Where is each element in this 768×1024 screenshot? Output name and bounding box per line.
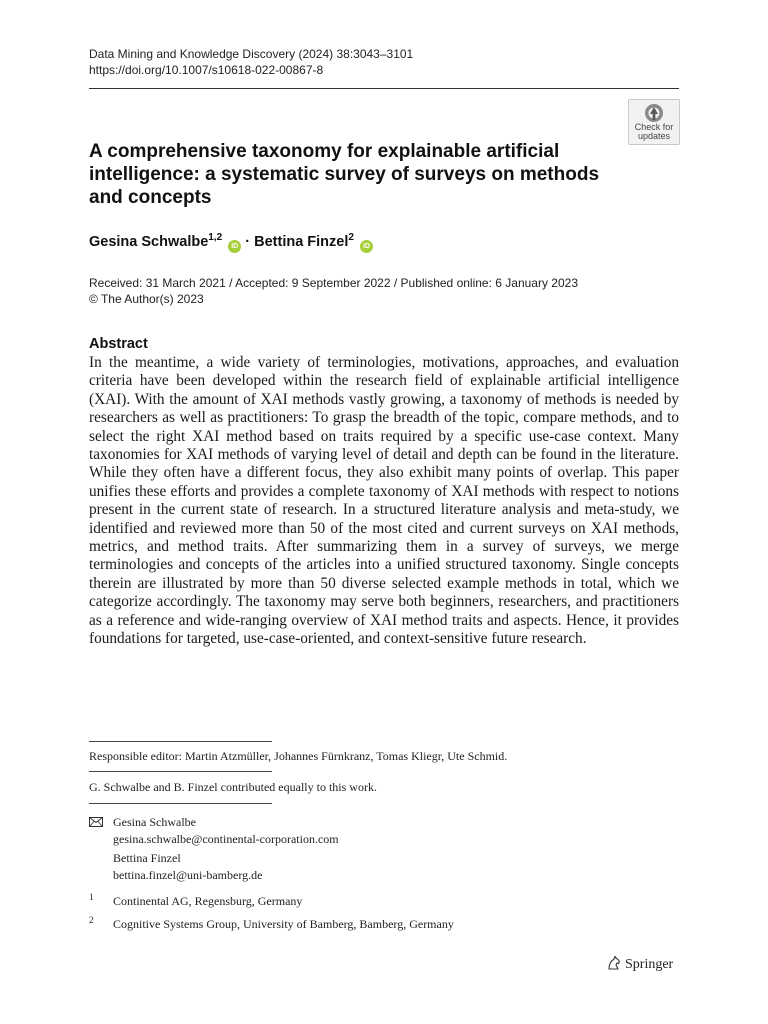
publisher-logo bbox=[606, 955, 673, 975]
springer-horse-icon bbox=[606, 955, 622, 971]
orcid-icon[interactable]: iD bbox=[360, 240, 373, 253]
journal-citation: Data Mining and Knowledge Discovery (2024) 38:3043–3101 bbox=[89, 47, 414, 61]
contact-entry bbox=[113, 850, 262, 884]
header-rule bbox=[89, 88, 679, 89]
publication-history: Received: 31 March 2021 / Accepted: 9 September 2022 / Published online: 6 January 2023 bbox=[89, 276, 578, 290]
equal-contribution-note: G. Schwalbe and B. Finzel contributed equally to this work. bbox=[89, 780, 377, 794]
author-separator: · bbox=[245, 234, 251, 250]
contact-name: Bettina Finzel bbox=[113, 851, 181, 865]
author-name[interactable]: Bettina Finzel bbox=[254, 234, 349, 250]
contact-name: Gesina Schwalbe bbox=[113, 815, 196, 829]
orcid-icon[interactable]: iD bbox=[228, 240, 241, 253]
copyright-notice: © The Author(s) 2023 bbox=[89, 292, 204, 306]
contact-email[interactable]: bettina.finzel@uni-bamberg.de bbox=[113, 868, 263, 882]
author-affiliation-marker: 2 bbox=[348, 232, 354, 243]
footnote-rule bbox=[89, 771, 272, 772]
crossmark-icon bbox=[644, 103, 664, 123]
footnote-rule bbox=[89, 741, 272, 742]
affiliation-text: Continental AG, Regensburg, Germany bbox=[113, 894, 303, 908]
paper-title: A comprehensive taxonomy for explainable artificial intelligence: a systematic survey of surveys on methods and concepts bbox=[89, 141, 600, 208]
affiliation-text: Cognitive Systems Group, University of Bamberg, Bamberg, Germany bbox=[113, 917, 454, 931]
doi-link[interactable]: https://doi.org/10.1007/s10618-022-00867-8 bbox=[89, 63, 324, 77]
author-name[interactable]: Gesina Schwalbe bbox=[89, 234, 209, 250]
author-affiliation-marker: 1,2 bbox=[208, 232, 223, 243]
contact-entry bbox=[113, 814, 339, 848]
check-for-updates-button[interactable] bbox=[628, 99, 680, 145]
publication-dates bbox=[89, 275, 578, 307]
responsible-editor-note: Responsible editor: Martin Atzmüller, Johannes Fürnkranz, Tomas Kliegr, Ute Schmid. bbox=[89, 749, 508, 763]
publisher-name: Springer bbox=[625, 957, 674, 972]
envelope-icon bbox=[89, 817, 103, 827]
abstract-text: In the meantime, a wide variety of terminologies, motivations, approaches, and evaluation criteria have been developed within the research field of explainable artificial intelligence (XAI). With the amount of XAI methods vastly growing, a taxonomy of methods is needed by researchers as well as practitioners: To grasp the breadth of the topic, compare methods, and to select the right XAI method based on traits required by a specific use-case context. Many taxonomies for XAI methods of varying level of detail and depth can be found in the literature. While they often have a different focus, they also exhibit many points of overlap. This paper unifies these efforts and provides a complete taxonomy of XAI methods with respect to notions present in the current state of research. In a structured literature analysis and meta-study, we identified and reviewed more than 50 of the most cited and current surveys on XAI methods, metrics, and method traits. After summarizing them in a survey of surveys, we merge terminologies and concepts of the articles into a unified structured taxonomy. Single concepts therein are illustrated by more than 50 diverse selected example methods in total, which we categorize accordingly. The taxonomy may serve both beginners, researchers, and practitioners as a reference and wide-ranging overview of XAI method traits and aspects. Hence, it provides foundations for targeted, use-case-oriented, and context-sensitive future research. bbox=[89, 354, 679, 648]
footnote-rule bbox=[89, 803, 272, 804]
contact-email[interactable]: gesina.schwalbe@continental-corporation.com bbox=[113, 832, 339, 846]
affiliation-number: 1 bbox=[89, 892, 94, 902]
author-list bbox=[89, 232, 373, 253]
crossmark-label: Check for updates bbox=[634, 122, 674, 141]
abstract-heading: Abstract bbox=[89, 336, 148, 352]
journal-header bbox=[89, 46, 413, 78]
affiliation-number: 2 bbox=[89, 915, 94, 925]
